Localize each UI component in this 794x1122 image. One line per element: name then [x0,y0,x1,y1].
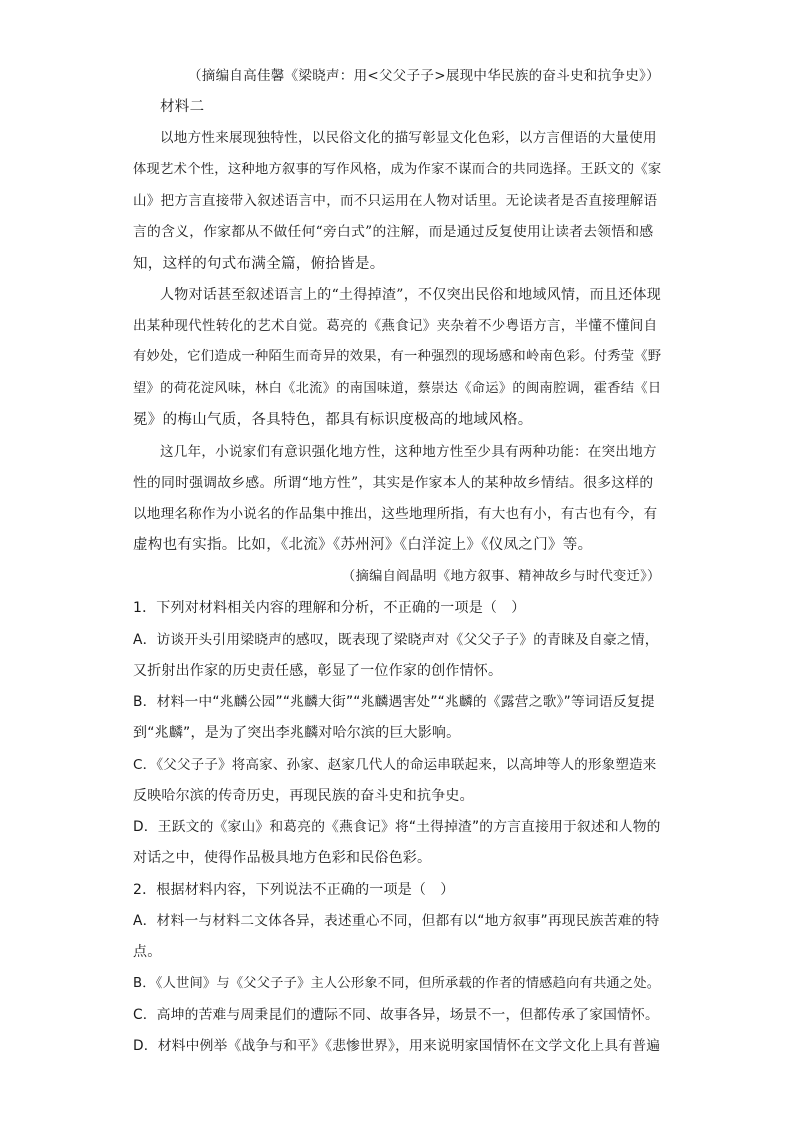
paragraph-line: 山》把方言直接带入叙述语言中，而不只运用在人物对话里。无论读者是否直接理解语 [133,193,658,209]
paragraph-line: 人物对话甚至叙述语言上的“土得掉渣”，不仅突出民俗和地域风情，而且还体现 [160,287,662,303]
option-d-cont: 对话之中，使得作品极具地方色彩和民俗色彩。 [133,850,432,866]
paragraph-line: 出某种现代性转化的艺术自觉。葛亮的《燕食记》夹杂着不少粤语方言，半懂不懂间自 [133,318,658,334]
option-b: B．材料一中“兆麟公园”“兆麟大街”“兆麟遇害处”“兆麟的《露营之歌》”等词语反复提 [133,694,655,710]
paragraph-line: 体现艺术个性，这种地方叙事的写作风格，成为作家不谋而合的共同选择。王跃文的《家 [133,162,662,177]
option-d: D．王跃文的《家山》和葛亮的《燕食记》将“土得掉渣”的方言直接用于叙述和人物的 [133,819,661,835]
option-a: A．访谈开头引用梁晓声的感叹，既表现了梁晓声对《父父子子》的青睐及自豪之情， [133,632,659,648]
option-c: C．高坤的苦难与周秉昆们的遭际不同、故事各异，场景不一，但都传承了家国情怀。 [133,1007,659,1023]
paragraph-line: 望》的荷花淀风味，林白《北流》的南国味道，蔡崇达《命运》的闽南腔调，霍香结《日 [133,381,662,396]
option-d: D．材料中例举《战争与和平》《悲惨世界》，用来说明家国情怀在文学文化上具有普遍 [133,1038,661,1054]
paragraph-line: 以地理名称作为小说名的作品集中推出，这些地理所指，有大也有小，有古也有今，有 [133,506,658,522]
option-a-cont: 点。 [133,944,162,960]
paragraph-line: 言的含义，作家都从不做任何“旁白式”的注解，而是通过反复使用让读者去领悟和感 [133,224,654,240]
option-c: C．《父父子子》将高家、孙家、赵家几代人的命运串联起来，以高坤等人的形象塑造来 [133,757,657,773]
option-a: A．材料一与材料二文体各异，表述重心不同，但都有以“地方叙事”再现民族苦难的特 [133,913,660,929]
source-citation-2: （摘编自阎晶明《地方叙事、精神故乡与时代变迁》） [342,569,661,584]
paragraph-line: 虚构也有实指。比如，《北流》《苏州河》《白洋淀上》《仪凤之门》等。 [133,537,593,553]
source-citation-1: （摘编自高佳馨《梁晓声：用<父父子子>展现中华民族的奋斗史和抗争史》） [188,68,660,84]
paragraph-line: 以地方性来展现独特性，以民俗文化的描写彰显文化色彩，以方言俚语的大量使用 [160,130,657,146]
option-b-cont: 到“兆麟”，是为了突出李兆麟对哈尔滨的巨大影响。 [133,725,461,741]
option-a-cont: 又折射出作家的历史责任感，彰显了一位作家的创作情怀。 [133,663,503,679]
material-2-heading: 材料二 [160,99,205,115]
paragraph-line: 性的同时强调故乡感。所谓“地方性”，其实是作家本人的某种故乡情结。很多这样的 [133,475,654,491]
paragraph-line: 知，这样的句式布满全篇，俯拾皆是。 [133,256,385,272]
paragraph-line: 这几年，小说家们有意识强化地方性，这种地方性至少具有两种功能：在突出地方 [160,444,657,460]
option-c-cont: 反映哈尔滨的传奇历史，再现民族的奋斗史和抗争史。 [133,788,474,804]
paragraph-line: 冕》的梅山气质，各具特色，都具有标识度极高的地域风格。 [133,412,533,428]
question-stem: 2．根据材料内容，下列说法不正确的一项是（ ） [133,882,455,898]
paragraph-line: 有妙处，它们造成一种陌生而奇异的效果，有一种强烈的现场感和岭南色彩。付秀莹《野 [133,349,662,364]
option-b: B．《人世间》与《父父子子》主人公形象不同，但所承载的作者的情感趋向有共通之处。 [133,976,661,991]
question-stem: 1．下列对材料相关内容的理解和分析，不正确的一项是（ ） [133,600,526,616]
